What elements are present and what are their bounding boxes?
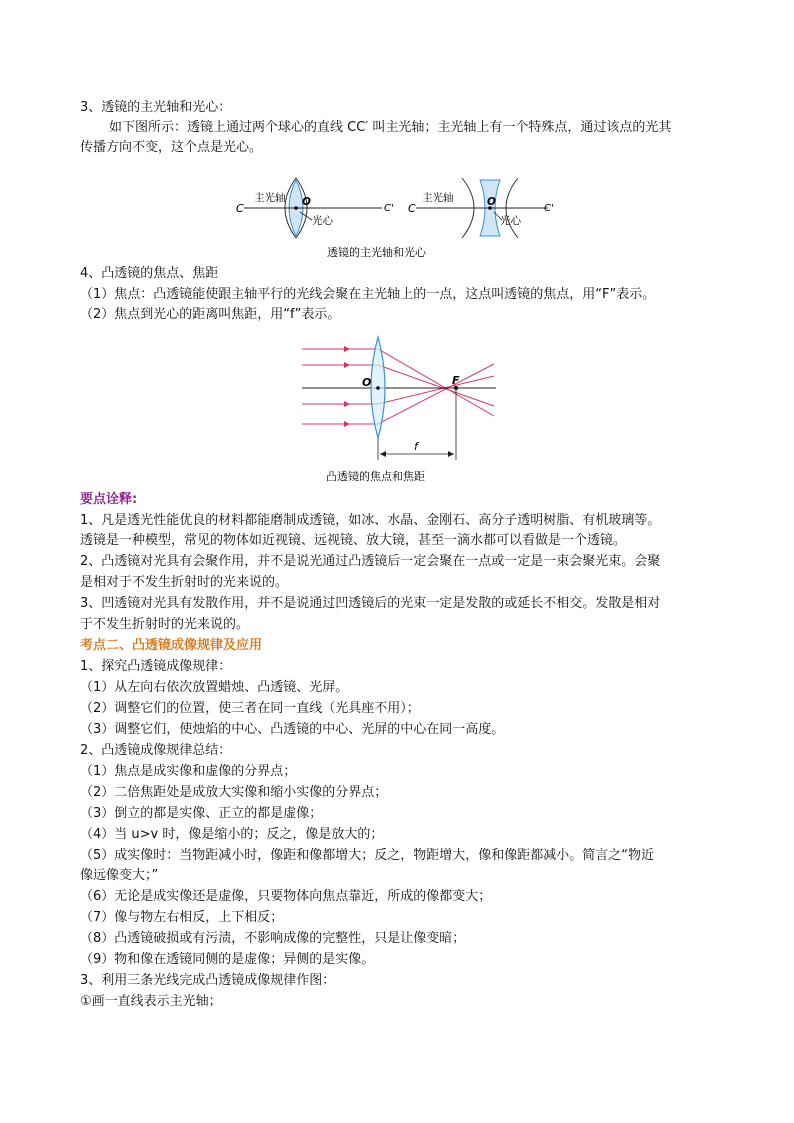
kaodian2-s2-5b: 像远像变大；” — [80, 868, 159, 883]
notes-line4: 是相对于不发生折射时的光来说的。 — [80, 575, 289, 590]
section4-item1: （1）焦点：凸透镜能使跟主轴平行的光线会聚在主光轴上的一点，这点叫透镜的焦点，用“F”表示。 — [80, 287, 656, 302]
notes-line5: 3、凹透镜对光具有发散作用，并不是说通过凹透镜后的光束一定是发散的或延长不相交。发散是相对 — [80, 596, 661, 611]
kaodian2-s2-5a: （5）成实像时：当物距减小时，像距和像都增大；反之，物距增大，像和像距都减小。简言之“物近 — [80, 848, 655, 863]
kaodian2-heading: 考点二、凸透镜成像规律及应用 — [80, 638, 263, 653]
section3-para-line1: 如下图所示：透镜上通过两个球心的直线 CC′ 叫主光轴；主光轴上有一个特殊点，通过该点的光其 — [109, 120, 672, 135]
kaodian2-s2-1: （1）焦点是成实像和虚像的分界点； — [80, 764, 297, 779]
center-label-left: 光心 — [312, 215, 333, 227]
section4-heading: 4、凸透镜的焦点、焦距 — [80, 266, 219, 281]
notes-line3: 2、凸透镜对光具有会聚作用，并不是说光通过凸透镜后一定会聚在一点或一定是一束会聚光束。会聚 — [80, 554, 661, 569]
kaodian2-s3: 3、利用三条光线完成凸透镜成像规律作图： — [80, 973, 336, 988]
c-label-left: C — [236, 202, 244, 215]
kaodian2-s2: 2、凸透镜成像规律总结： — [80, 743, 232, 758]
notes-heading: 要点诠释: — [80, 492, 138, 507]
o-label: O — [362, 376, 372, 389]
kaodian2-s2-7: （7）像与物左右相反，上下相反； — [80, 910, 284, 925]
axis-label-left: 主光轴 — [254, 192, 286, 204]
kaodian2-s2-9: （9）物和像在透镜同侧的是虚像；异侧的是实像。 — [80, 952, 375, 967]
concave-lens-diagram — [408, 178, 554, 238]
section4-item2: （2）焦点到光心的距离叫焦距，用“f”表示。 — [80, 307, 341, 322]
kaodian2-s1: 1、探究凸透镜成像规律： — [80, 659, 232, 674]
c-prime-label-left: C' — [384, 203, 394, 214]
figure1-caption: 透镜的主光轴和光心 — [327, 246, 426, 259]
figure-focus — [296, 334, 506, 486]
kaodian2-s2-2: （2）二倍焦距处是成放大实像和缩小实像的分界点； — [80, 785, 388, 800]
ray-arrow-icons — [344, 346, 350, 427]
c-label-right: C — [408, 202, 416, 215]
c-prime-label-right: C' — [544, 203, 554, 214]
center-label-right: 光心 — [500, 215, 521, 227]
convex-lens-diagram — [236, 178, 394, 238]
focal-length-label: f — [414, 440, 418, 453]
kaodian2-s3-1: ①画一直线表示主光轴； — [80, 994, 222, 1009]
light-rays — [302, 349, 494, 424]
kaodian2-s1-2: （2）调整它们的位置，使三者在同一直线（光具座不用）； — [80, 701, 420, 716]
figure-principal-axis — [230, 170, 560, 265]
o-label-right: O — [487, 196, 496, 208]
notes-line1: 1、凡是透光性能优良的材料都能磨制成透镜，如冰、水晶、金刚石、高分子透明树脂、有机玻璃等。 — [80, 513, 661, 528]
f-point-label: F — [452, 374, 460, 387]
axis-label-right: 主光轴 — [422, 192, 454, 204]
o-label-left: O — [302, 196, 311, 208]
kaodian2-s2-8: （8）凸透镜破损或有污渍，不影响成像的完整性，只是让像变暗； — [80, 931, 466, 946]
kaodian2-s2-6: （6）无论是成实像还是虚像，只要物体向焦点靠近，所成的像都变大； — [80, 889, 492, 904]
section3-heading: 3、透镜的主光轴和光心： — [80, 100, 232, 115]
kaodian2-s1-1: （1）从左向右依次放置蜡烛、凸透镜、光屏。 — [80, 680, 349, 695]
kaodian2-s2-4: （4）当 u>v 时，像是缩小的；反之，像是放大的； — [80, 827, 384, 842]
notes-line6: 于不发生折射时的光来说的。 — [80, 617, 250, 632]
kaodian2-s2-3: （3）倒立的都是实像、正立的都是虚像； — [80, 806, 323, 821]
figure2-caption: 凸透镜的焦点和焦距 — [326, 470, 425, 483]
kaodian2-s1-3: （3）调整它们，使烛焰的中心、凸透镜的中心、光屏的中心在同一高度。 — [80, 722, 505, 737]
notes-line2: 透镜是一种模型，常见的物体如近视镜、远视镜、放大镜，甚至一滴水都可以看做是一个透镜。 — [80, 533, 627, 548]
section3-para-line2: 传播方向不变，这个点是光心。 — [80, 140, 263, 155]
